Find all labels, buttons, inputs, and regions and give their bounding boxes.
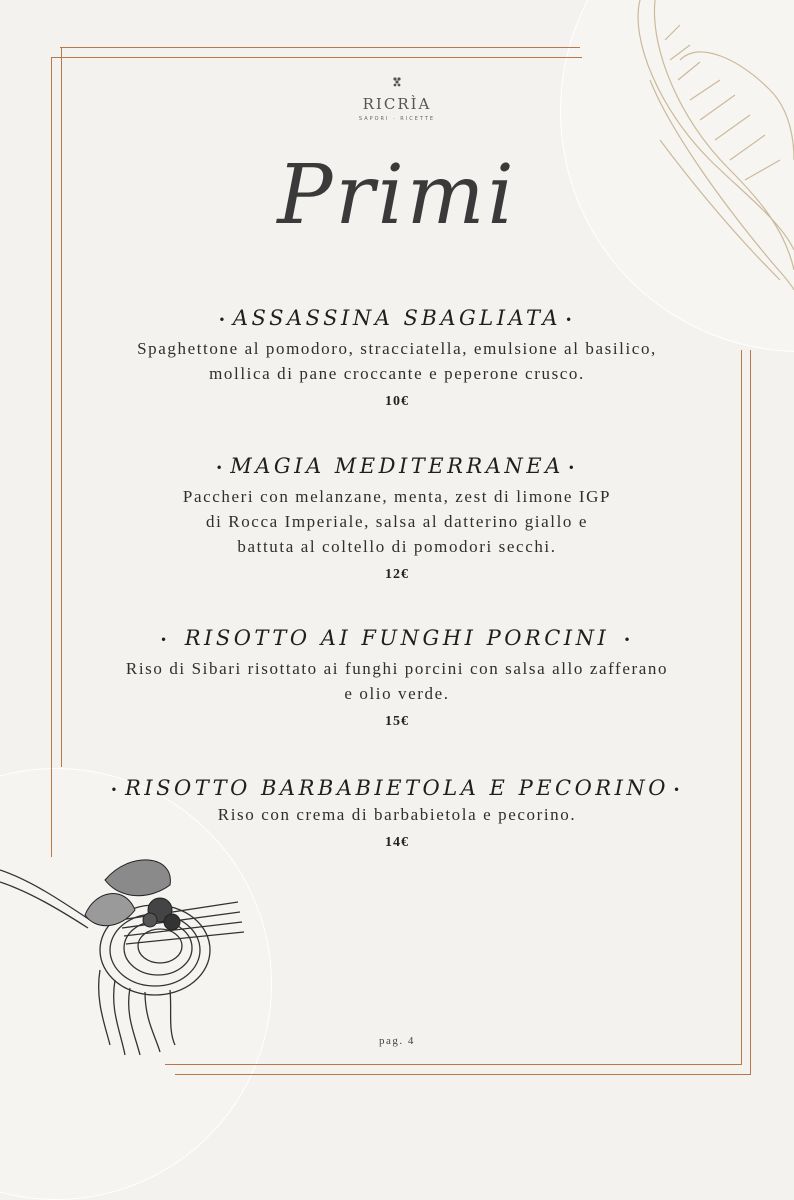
- dish-description-line: e olio verde.: [344, 684, 450, 703]
- dish-price: 12€: [385, 567, 409, 582]
- bullet-icon: •: [673, 782, 684, 797]
- dish-name: MAGIA MEDITERRANEA: [230, 454, 564, 478]
- frame-bottom: [165, 1064, 742, 1065]
- dish-price: 10€: [385, 394, 409, 409]
- dish-description-line: Riso con crema di barbabietola e pecorino.: [217, 805, 577, 824]
- menu-item: [0, 454, 794, 583]
- bullet-icon: •: [215, 460, 227, 475]
- frame-top-inner: [52, 57, 582, 58]
- dish-name: RISOTTO AI FUNGHI PORCINI: [184, 626, 610, 650]
- menu-item: [0, 776, 794, 851]
- frame-bottom-inner: [175, 1074, 751, 1075]
- menu-item: [0, 306, 794, 410]
- bullet-icon: •: [159, 632, 171, 647]
- logo-name: RICRÌA: [362, 95, 432, 113]
- dish-description-line: mollica di pane croccante e peperone crusco.: [209, 364, 585, 383]
- dish-description-line: battuta al coltello di pomodori secchi.: [237, 537, 557, 556]
- page-title: Primi: [277, 148, 517, 243]
- bullet-icon: •: [623, 632, 635, 647]
- bullet-icon: •: [565, 312, 576, 327]
- logo-subtitle: SAPORI · RICETTE: [358, 116, 436, 122]
- dish-description-line: Paccheri con melanzane, menta, zest di limone IGP: [182, 487, 612, 506]
- pasta-fork-sketch-icon: [0, 840, 250, 1060]
- dish-name: RISOTTO BARBABIETOLA E PECORINO: [124, 776, 670, 800]
- grape-icon: [390, 75, 404, 89]
- dish-description-line: Riso di Sibari risottato ai funghi porcini con salsa allo zafferano: [125, 659, 669, 678]
- dish-name: ASSASSINA SBAGLIATA: [232, 306, 562, 330]
- dish-description-line: Spaghettone al pomodoro, stracciatella, emulsione al basilico,: [137, 339, 657, 358]
- dish-price: 14€: [385, 835, 409, 850]
- restaurant-logo: [344, 74, 450, 122]
- dish-description-line: di Rocca Imperiale, salsa al datterino giallo e: [205, 512, 589, 531]
- bullet-icon: •: [218, 312, 229, 327]
- menu-item: [0, 626, 794, 730]
- dish-price: 15€: [385, 714, 409, 729]
- page-number: pag. 4: [379, 1035, 415, 1047]
- bullet-icon: •: [110, 782, 121, 797]
- bullet-icon: •: [567, 460, 579, 475]
- frame-top: [60, 47, 580, 48]
